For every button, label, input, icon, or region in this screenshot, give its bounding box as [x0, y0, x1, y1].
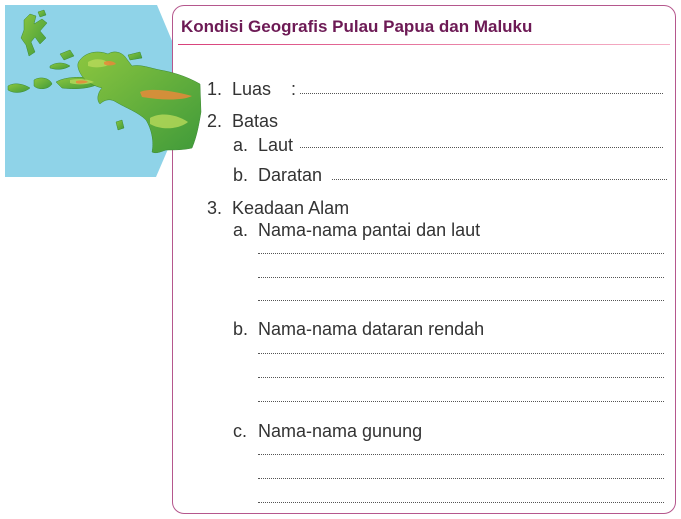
answer-line: [258, 502, 664, 503]
item-number: 1.: [207, 79, 223, 99]
subitem-label-laut: Laut: [258, 135, 294, 155]
answer-line: [258, 454, 664, 455]
page-title: Kondisi Geografis Pulau Papua dan Maluku: [181, 17, 533, 36]
answer-line: [258, 377, 664, 378]
answer-line: [258, 277, 664, 278]
subitem-letter: a.: [233, 220, 249, 240]
subitem-label-dataran-rendah: Nama-nama dataran rendah: [258, 319, 485, 339]
map-background-shape: [0, 0, 200, 182]
item-colon: :: [291, 79, 297, 99]
subitem-label-pantai-laut: Nama-nama pantai dan laut: [258, 220, 481, 240]
subitem-label-daratan: Daratan: [258, 165, 323, 185]
answer-line: [332, 179, 667, 180]
answer-line: [258, 253, 664, 254]
subitem-label-gunung: Nama-nama gunung: [258, 421, 423, 441]
answer-line: [300, 93, 663, 94]
answer-line: [258, 300, 664, 301]
answer-line: [300, 147, 663, 148]
answer-line: [258, 353, 664, 354]
answer-line: [258, 401, 664, 402]
answer-line: [258, 478, 664, 479]
subitem-letter: a.: [233, 135, 249, 155]
title-underline: [178, 44, 670, 45]
item-label-batas: Batas: [232, 111, 279, 131]
subitem-letter: b.: [233, 165, 249, 185]
item-label-luas: Luas: [232, 79, 272, 99]
item-number: 2.: [207, 111, 223, 131]
item-label-keadaan-alam: Keadaan Alam: [232, 198, 350, 218]
item-number: 3.: [207, 198, 223, 218]
subitem-letter: c.: [233, 421, 248, 441]
subitem-letter: b.: [233, 319, 249, 339]
